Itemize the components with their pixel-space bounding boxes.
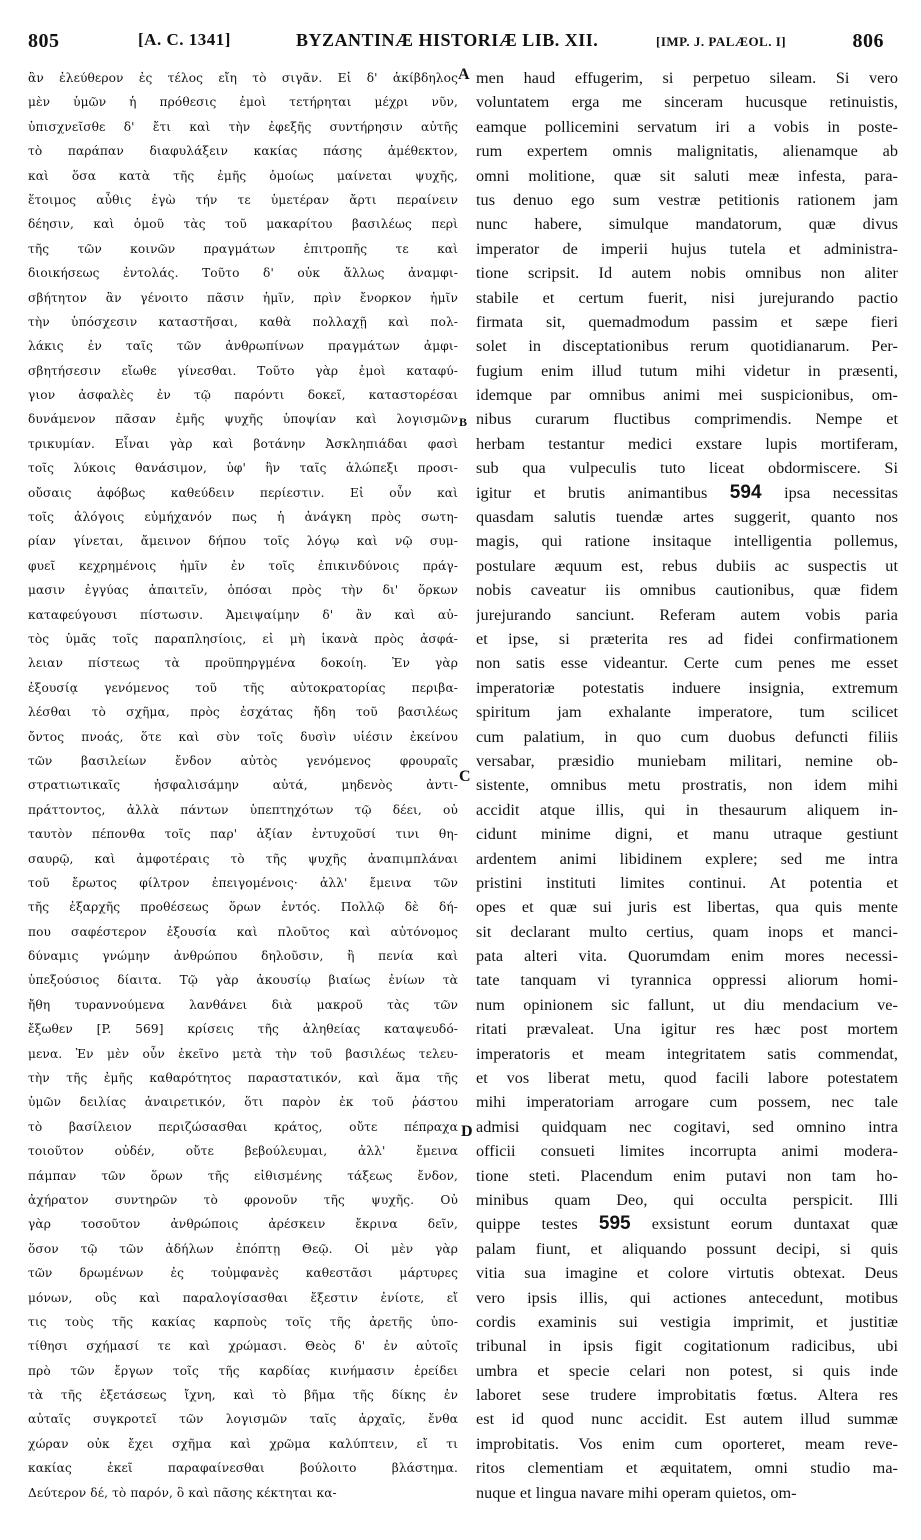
- greek-text-line: δύναμις γνώμην ἀνθρώπου δηλοῦσιν, ἢ πενία καὶ: [28, 949, 458, 964]
- latin-text-line: herbam testantur medici exstare lupis mortiferam,: [476, 434, 898, 453]
- greek-text-line: ἕτοιμος αὖθις ἐγὼ τήν τε ὑμετέραν ἄρτι περαίνειν: [28, 192, 458, 207]
- margin-marker-d: D: [461, 1123, 473, 1140]
- latin-text-line: pata alteri vita. Quorumdam enim mores necessi-: [476, 947, 898, 966]
- latin-text-line: cum palatium, in quo cum duobus defuncti filiis: [476, 727, 898, 746]
- greek-text-line: φυεῖ κεχρημένοις ἡμῖν ἐν τοῖς ἐπικινδύνοις πράγ-: [28, 558, 458, 573]
- latin-text-line: sistente, omnibus metu prostratis, non idem mihi: [476, 776, 898, 795]
- latin-text-line: tribunal in ipsis figit cogitationum radicibus, ubi: [476, 1337, 898, 1356]
- latin-text-line: igitur et brutis animantibus 594 ipsa necessitas: [476, 481, 898, 503]
- latin-text-line: tus denuo ego sum vestræ petitionis rationem jam: [476, 190, 898, 209]
- inline-page-number: 594: [729, 481, 762, 503]
- latin-text-line: quippe testes 595 exsistunt eorum duntaxat quæ: [476, 1213, 898, 1235]
- greek-text-line: τοῖς ἀλόγοις εὐμήχανόν πως ἡ ἀνάγκη πρὸς σωτη-: [28, 510, 458, 525]
- greek-text-line: δυνάμενον πᾶσαν ἐμῆς ψυχῆς ὑποψίαν καὶ λογισμῶν: [28, 412, 458, 427]
- latin-text-line: versabar, præsidio muniebam militari, nemine ob-: [476, 751, 898, 770]
- greek-text-line: τὴν τῆς ἐμῆς καθαρότητος παραστατικόν, καὶ ἅμα τῆς: [28, 1071, 458, 1086]
- latin-text-line: num opinionem sic fallunt, ut diu mendacium ve-: [476, 995, 898, 1014]
- greek-text-line: λέσθαι τὸ σχῆμα, πρὸς ἐσχάτας ἤδη τοῦ βασιλέως: [28, 705, 458, 720]
- greek-text-line: τὰ τῆς ἐξετάσεως ἴχνη, καὶ τὸ βῆμα τῆς δίκης ἐν: [28, 1388, 458, 1403]
- greek-text-line: τὸς ὑμᾶς τοῖς παραπλησίοις, εἰ μὴ ἱκανὰ πρὸς ἀσφά-: [28, 631, 458, 646]
- greek-text-line: τοῖς λύκοις θανάσιμον, ὑφ' ἣν ταῖς ἀλώπεξι προσι-: [28, 461, 458, 476]
- greek-text-line: που σαφέστερον ἐξουσία καὶ πλοῦτος καὶ αὐτόνομος: [28, 924, 458, 939]
- latin-text-line: cidunt minime digni, et manu utraque gestiunt: [476, 825, 898, 844]
- greek-text-line: τοιοῦτον οὐδέν, οὔτε βεβούλευμαι, ἀλλ' ἔμεινα: [28, 1144, 458, 1159]
- greek-text-line: μόνων, οὓς καὶ παραλογίσασθαι ἔξεστιν ἐνίοτε, εἴ: [28, 1290, 458, 1305]
- running-header: [28, 30, 884, 60]
- latin-text-line: nibus curarum fluctibus comprimendis. Nempe et: [476, 410, 898, 429]
- latin-text-line: jurejurando sanciunt. Referam autem vobis paria: [476, 605, 898, 624]
- greek-text-line: ἐξουσίᾳ γενόμενος τοῦ τῆς αὐτοκρατορίας περιβα-: [28, 680, 458, 695]
- latin-text-line: idemque par omnibus animi mei suspicionibus, om-: [476, 386, 898, 405]
- greek-text-line: ἔξωθεν [P. 569] κρίσεις τῆς ἀληθείας καταψευδό-: [28, 1022, 458, 1037]
- latin-text-line: laboret sese trudere improbitatis fœtus. Altera res: [476, 1386, 898, 1405]
- latin-text-line: postulare æquum est, rebus dubiis ac suspectis ut: [476, 556, 898, 575]
- latin-text-line: cordis examinis sui vestigia imprimit, et justitiæ: [476, 1312, 898, 1331]
- latin-text-line: accidit atque illis, qui in thesaurum aliquem in-: [476, 800, 898, 819]
- right-page-number: 806: [852, 30, 884, 52]
- greek-text-line: Δεύτερον δέ, τὸ παρόν, ὃ καὶ πᾶσης κέκτηται κα-: [28, 1485, 337, 1500]
- latin-text-line: et vos liberat metu, quod facili labore potestatem: [476, 1069, 898, 1088]
- greek-text-line: σβητήσεσιν εἴωθε γίνεσθαι. Τοῦτο γὰρ ἐμοὶ καταφύ-: [28, 363, 458, 378]
- greek-text-line: τοῦ ἔρωτος φίλτρον ἐπειγομένοις· ἀλλ' ἔμεινα τῶν: [28, 875, 458, 890]
- greek-text-line: ρίαν γίνεται, ἄμεινον δήπου τοῖς λόγῳ καὶ νῷ συμ-: [28, 534, 458, 549]
- greek-text-line: τὴν ὑπόσχεσιν καταστῆσαι, καθὰ πολλαχῇ καὶ πολ-: [28, 314, 458, 329]
- greek-text-line: ταυτὸν πέπονθα τοῖς παρ' ἀξίαν ἐντυχοῦσί τινι θη-: [28, 827, 458, 842]
- greek-text-line: διοικήσεως ἐντολάς. Τοῦτο δ' οὐκ ἄλλως ἀναμφι-: [28, 266, 458, 281]
- greek-text-line: ἤθη τυραννούμενα λανθάνει διὰ μακροῦ τὰς τῶν: [28, 997, 458, 1012]
- greek-text-line: γιον ἀσφαλὲς ἐν τῷ παρόντι δοκεῖ, καταστορέσαι: [28, 388, 458, 403]
- latin-text-line: mihi imperatoriam arrogare cum possem, nec tale: [476, 1093, 898, 1112]
- latin-text-line: quasdam salutis tuendæ artes suggerit, quanto nos: [476, 508, 898, 527]
- latin-text-line: ritati prævaleat. Una igitur res hæc post mortem: [476, 1020, 898, 1039]
- latin-text-line: minibus quam Deo, qui occulta perspicit. Illi: [476, 1190, 898, 1209]
- latin-text-line: palam fiunt, et aliquando possunt decipi, si quis: [476, 1239, 898, 1258]
- greek-text-line: ἂν ἐλεύθερον ἐς τέλος εἴη τὸ σιγᾶν. Εἰ δ' ἀκίβδηλος: [28, 71, 458, 85]
- latin-text-line: officii consueti limites incorrupta animi modera-: [476, 1142, 898, 1161]
- latin-text-line: et ipse, si præterita res ad fidei confirmationem: [476, 629, 898, 648]
- greek-text-line: πρὸ τῶν ἔργων τοῖς τῆς καρδίας κινήμασιν ἐρείδει: [28, 1363, 458, 1378]
- latin-text-line: omni molitione, quæ sit saluti meæ infesta, para-: [476, 166, 898, 185]
- latin-text-line: nuque et lingua navare mihi operam quietos, om-: [476, 1483, 797, 1502]
- greek-text-line: τῶν βασιλείων ἔνδον αὐτὸς γενόμενος φρουραῖς: [28, 753, 458, 768]
- greek-text-line: λάκις ἐν ταῖς τῶν ἀνθρωπίνων πραγμάτων ἀμφι-: [28, 339, 458, 354]
- greek-text-line: ἀχήρατον συντηρῶν τὸ φρονοῦν τῆς ψυχῆς. Οὐ: [28, 1192, 458, 1207]
- latin-text-line: opes et quæ sui juris est libertas, qua quis mente: [476, 898, 898, 917]
- latin-text-line: tione steti. Placendum enim putavi non tam ho-: [476, 1166, 898, 1185]
- greek-text-line: μὲν ὑμῶν ἡ πρόθεσις ἐμοὶ τετήρηται μέχρι νῦν,: [28, 95, 458, 110]
- greek-text-line: πράττοντος, ἀλλὰ πάντων ὑπεπτηχότων τῷ δέει, οὐ: [28, 802, 458, 817]
- latin-text-line: solet in disceptationibus rerum quotidianarum. Per-: [476, 337, 898, 356]
- greek-text-line: ὑμῶν δειλίας ἀναιρετικόν, ὅτι παρὸν ἐκ τοῦ ῥάστου: [28, 1095, 458, 1110]
- greek-text-line: στρατιωτικαῖς ἠσφαλισάμην αὐτά, μηδενὸς ἀντι-: [28, 778, 458, 793]
- latin-text-line: imperatoris et meam integritatem satis commendat,: [476, 1044, 898, 1063]
- latin-text-line: non satis esse videantur. Certe cum penes me esset: [476, 654, 898, 673]
- left-date-bracket: [A. C. 1341]: [138, 30, 231, 49]
- latin-text-line: voluntatem erga me sinceram hucusque retinuistis,: [476, 93, 898, 112]
- latin-text-line: ardentem animi libidinem explere; sed me intra: [476, 849, 898, 868]
- latin-text-line: eamque pollicemini servatum iri a vobis in poste-: [476, 117, 898, 136]
- inline-page-number: 595: [598, 1213, 631, 1235]
- greek-text-line: τις τοὺς τῆς κακίας καρποὺς τοῖς τῆς ἀρετῆς ὑπο-: [28, 1314, 458, 1329]
- latin-text-line: tate tanquam vi tyrannica oppressi aliorum homi-: [476, 971, 898, 990]
- latin-text-line: fugium enim illud tutum mihi videtur in præsenti,: [476, 361, 898, 380]
- greek-text-line: τὸ βασίλειον περιζώσασθαι κράτος, οὔτε πέπραχα: [28, 1119, 458, 1134]
- margin-marker-c: C: [459, 768, 471, 785]
- greek-text-line: μασιν ἐγγύας ἀπαιτεῖν, ὁπόσαι πρὸς τὴν δι' ὅρκων: [28, 583, 458, 598]
- latin-text-line: ritos clementiam et æquitatem, omni studio ma-: [476, 1459, 898, 1478]
- latin-text-line: imperator de imperii hujus tutela et administra-: [476, 239, 898, 258]
- greek-text-line: λειαν πίστεως τὰ προϋπηργμένα δοκοίη. Ἐν γὰρ: [28, 656, 458, 671]
- latin-text-line: stabile et certum fuerit, nisi jurejurando pactio: [476, 288, 898, 307]
- right-emperor-bracket: [IMP. J. PALÆOL. I]: [656, 34, 787, 49]
- greek-text-line: δέησιν, καὶ ὁμοῦ τὰς τοῦ μακαρίτου βασιλέως περὶ: [28, 217, 458, 232]
- latin-text-line: men haud effugerim, si perpetuo sileam. Si vero: [476, 69, 898, 87]
- greek-text-line: τῆς τῶν κοινῶν πραγμάτων ἐπιτροπῆς τε καὶ: [28, 241, 458, 256]
- greek-text-line: καταφεύγουσι πίστωσιν. Ἀμειψαίμην δ' ἂν καὶ αὐ-: [28, 607, 458, 622]
- greek-text-line: οὔσαις ἀφόβως καθεύδειν περίεστιν. Εἰ οὖν καὶ: [28, 485, 458, 500]
- latin-text-line: nobis caveatur iis omnibus cautionibus, quæ fidem: [476, 581, 898, 600]
- latin-text-line: sub qua vulpeculis tuto liceat obdormiscere. Si: [476, 459, 898, 478]
- latin-text-line: sit declarant multo certius, quam inops et manci-: [476, 922, 898, 941]
- latin-text-line: vero ipsis illis, qui actiones antecedunt, motibus: [476, 1288, 898, 1307]
- latin-text-line: admisi quidquam nec cogitavi, sed omnino intra: [476, 1117, 898, 1136]
- greek-text-line: τίθησι σχήμασί τε καὶ χρώμασι. Θεὸς δ' ἐν αὐτοῖς: [28, 1339, 458, 1354]
- greek-text-line: μενα. Ἐν μὲν οὖν ἐκεῖνο μετὰ τὴν τοῦ βασιλέως τελευ-: [28, 1046, 458, 1061]
- latin-text-line: est id quod nunc accidit. Est autem illud summæ: [476, 1410, 898, 1429]
- greek-text-line: γὰρ τοσοῦτον ἀνθρώποις ἀρέσκειν ἔκρινα δεῖν,: [28, 1217, 458, 1232]
- greek-text-line: πάμπαν τῶν ὅρων τῆς εἰθισμένης τάξεως ἔνδον,: [28, 1168, 458, 1183]
- latin-text-line: nunc habere, simulque mandatorum, quæ divus: [476, 215, 898, 234]
- greek-text-line: κακίας ἐκεῖ παραφαίνεσθαι βούλοιτο βλάστημα.: [28, 1461, 458, 1476]
- greek-text-line: ὑπισχνεῖσθε δ' ἔτι καὶ τὴν ἐφεξῆς συντήρησιν αὐτῆς: [28, 119, 458, 134]
- latin-text-line: rum expertem omnis malignitatis, alienamque ab: [476, 142, 898, 161]
- greek-text-line: σβήτητον ἂν γένοιτο πᾶσιν ἡμῖν, πρὶν ἔνορκον ἡμῖν: [28, 290, 458, 305]
- latin-text-line: magis, qui ratione insitaque intelligentia pollemus,: [476, 532, 898, 551]
- greek-text-line: τὸ παράπαν διαφυλάξειν κακίας πάσης ἀμέθεκτον,: [28, 144, 458, 159]
- greek-text-line: αὐταῖς συγκροτεῖ τῶν λογισμῶν ταῖς ἀρχαῖς, ἔνθα: [28, 1412, 458, 1427]
- latin-text-line: imperatoriæ potestatis induere insignia, extremum: [476, 678, 898, 697]
- latin-text-line: firmata sit, quemadmodum passim et sæpe fieri: [476, 312, 898, 331]
- greek-text-line: ὅσον τῷ τῶν ἀδήλων ἐπόπτῃ Θεῷ. Οἱ μὲν γὰρ: [28, 1241, 458, 1256]
- margin-marker-a: A: [458, 66, 470, 83]
- greek-text-line: καὶ ὅσα κατὰ τῆς ἐμῆς ὁμοίως μαίνεται ψυχῆς,: [28, 168, 458, 183]
- greek-text-line: ὄντος πνοάς, ὅτε καὶ σὺν τοῖς δυσὶν υἱέσιν ἐκείνου: [28, 729, 458, 744]
- latin-text-line: spiritum jam exhalante imperatore, tum scilicet: [476, 703, 898, 722]
- greek-text-line: τῆς ἐξαρχῆς προθέσεως ὅρων ἐντός. Πολλῷ δὲ δή-: [28, 900, 458, 915]
- greek-text-line: ὑπεξούσιος δίαιτα. Τῷ γὰρ ἀκουσίῳ βιαίως ἐνίων τὰ: [28, 973, 458, 988]
- latin-text-line: pristini instituti limites continui. At potentia et: [476, 873, 898, 892]
- margin-marker-b: B: [459, 415, 468, 429]
- left-page-number: 805: [28, 30, 60, 52]
- latin-text-line: vitia sua imagine et colore virtutis obtexat. Deus: [476, 1264, 898, 1283]
- running-title: BYZANTINÆ HISTORIÆ LIB. XII.: [296, 30, 599, 50]
- greek-text-column: [28, 66, 458, 1530]
- latin-text-column: [476, 66, 898, 1530]
- greek-text-line: τῶν δρωμένων ἐς τοὐμφανὲς καθεστᾶσι μάρτυρες: [28, 1266, 458, 1281]
- greek-text-line: σαυρῷ, καὶ ἀμφοτέραις τὸ τῆς ψυχῆς ἀναπιμπλάναι: [28, 851, 458, 866]
- latin-text-line: tione scripsit. Id autem nobis omnibus non aliter: [476, 264, 898, 283]
- greek-text-line: τρικυμίαν. Εἶναι γὰρ καὶ βοτάνην Ἀσκληπιάδαι φασὶ: [28, 436, 458, 451]
- latin-text-line: umbra et specie celari non potest, si quis inde: [476, 1361, 898, 1380]
- greek-text-line: χώραν οὐκ ἔχει σχῆμα καὶ χρῶμα καλύπτειν, εἴ τι: [28, 1436, 458, 1451]
- latin-text-line: improbitatis. Vos enim cum oporteret, meam reve-: [476, 1434, 898, 1453]
